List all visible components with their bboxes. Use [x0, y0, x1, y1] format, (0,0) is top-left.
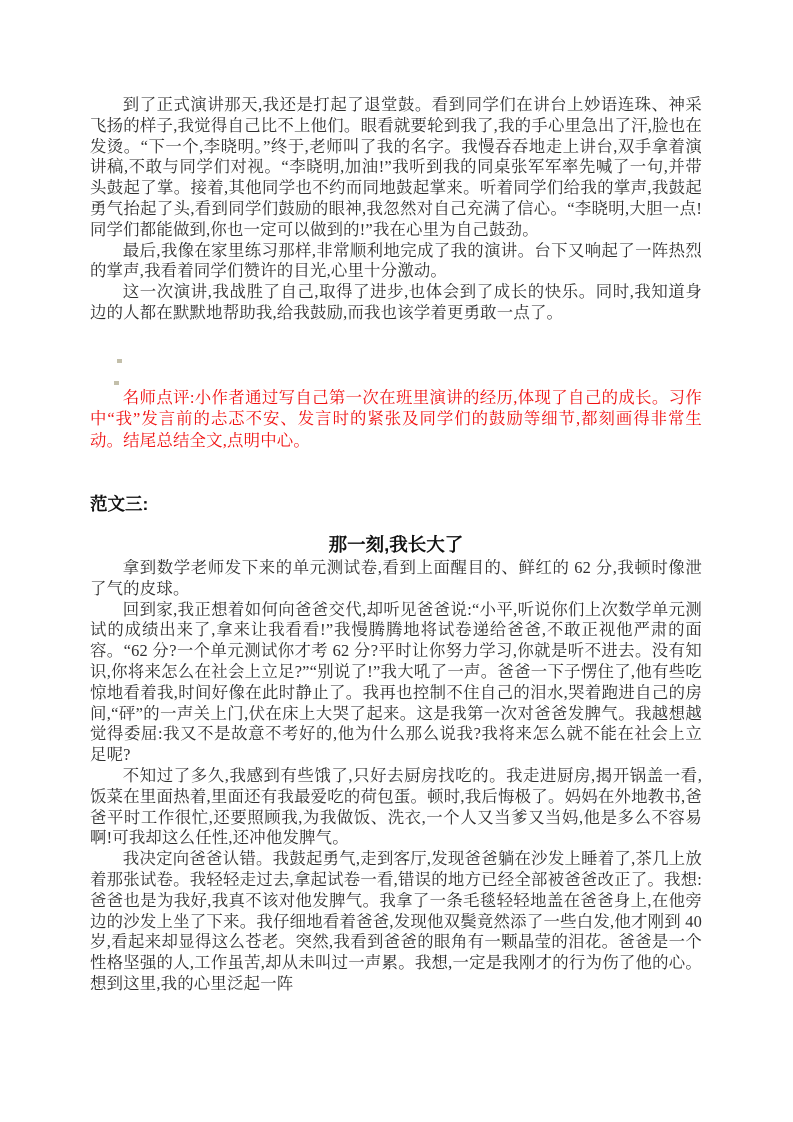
- stray-mark-icon: [114, 381, 119, 385]
- essay-three-paragraph: 拿到数学老师发下来的单元测试卷,看到上面醒目的、鲜红的 62 分,我顿时像泄了气的皮球。: [90, 557, 702, 598]
- essay-two-paragraph: 这一次演讲,我战胜了自己,取得了进步,也体会到了成长的快乐。同时,我知道身边的人都在默默地帮助我,给我鼓励,而我也该学着更勇敢一点了。: [90, 282, 702, 322]
- section-three-label: 范文三:: [90, 493, 149, 514]
- essay-three-title: 那一刻,我长大了: [328, 533, 464, 555]
- essay-two-paragraph: 到了正式演讲那天,我还是打起了退堂鼓。看到同学们在讲台上妙语连珠、神采飞扬的样子,我觉得自己比不上他们。眼看就要轮到我了,我的手心里急出了汗,脸也在发烫。“下一个,李晓明。”终于,老师叫了我的名字。我慢吞吞地走上讲台,双手拿着演讲稿,不敢与同学们对视。“李晓明,加油!”我听到我的同桌张军军率先喊了一句,并带头鼓起了掌。接着,其他同学也不约而同地鼓起掌来。听着同学们给我的掌声,我鼓起勇气抬起了头,看到同学们鼓励的眼神,我忽然对自己充满了信心。“李晓明,大胆一点!同学们都能做到,你也一定可以做到的!”我在心里为自己鼓劲。: [90, 95, 702, 239]
- essay-two-paragraph: 最后,我像在家里练习那样,非常顺利地完成了我的演讲。台下又响起了一阵热烈的掌声,我看着同学们赞许的目光,心里十分激动。: [90, 240, 702, 281]
- teacher-comment: 名师点评:小作者通过写自己第一次在班里演讲的经历,体现了自己的成长。习作中“我”发言前的忐忑不安、发言时的紧张及同学们的鼓励等细节,都刻画得非常生动。结尾总结全文,点明中心。: [90, 387, 702, 450]
- essay-two-body: [90, 95, 702, 324]
- essay-three-paragraph: 回到家,我正想着如何向爸爸交代,却听见爸爸说:“小平,听说你们上次数学单元测试的成绩出来了,拿来让我看看!”我慢腾腾地将试卷递给爸爸,不敢正视他严肃的面容。“62 分?一个单元测试你才考 62 分?平时让你努力学习,你就是听不进去。没有知识,你将来怎么在社会上立足?”“别说了!”我大吼了一声。爸爸一下子愣住了,他有些吃惊地看着我,时间好像在此时静止了。我再也控制不住自己的泪水,哭着跑进自己的房间,“砰”的一声关上门,伏在床上大哭了起来。这是我第一次对爸爸发脾气。我越想越觉得委屈:我又不是故意不考好的,他为什么那么说我?我将来怎么就不能在社会上立足呢?: [90, 599, 702, 765]
- essay-three-paragraph: 不知过了多久,我感到有些饿了,只好去厨房找吃的。我走进厨房,揭开锅盖一看,饭菜在里面热着,里面还有我最爱吃的荷包蛋。顿时,我后悔极了。妈妈在外地教书,爸爸平时工作很忙,还要照顾我,为我做饭、洗衣,一个人又当爹又当妈,他是多么不容易啊!可我却这么任性,还冲他发脾气。: [90, 765, 702, 848]
- essay-three-body: [90, 558, 702, 995]
- stray-marks-area: [90, 324, 702, 387]
- stray-mark-icon: [117, 359, 122, 363]
- essay-three-paragraph: 我决定向爸爸认错。我鼓起勇气,走到客厅,发现爸爸躺在沙发上睡着了,茶几上放着那张试卷。我轻轻走过去,拿起试卷一看,错误的地方已经全部被爸爸改正了。我想:爸爸也是为我好,我真不该对他发脾气。我拿了一条毛毯轻轻地盖在爸爸身上,在他旁边的沙发上坐了下来。我仔细地看着爸爸,发现他双鬓竟然添了一些白发,他才刚到 40 岁,看起来却显得这么苍老。突然,我看到爸爸的眼角有一颗晶莹的泪花。爸爸是一个性格坚强的人,工作虽苦,却从未叫过一声累。我想,一定是我刚才的行为伤了他的心。想到这里,我的心里泛起一阵: [90, 849, 702, 993]
